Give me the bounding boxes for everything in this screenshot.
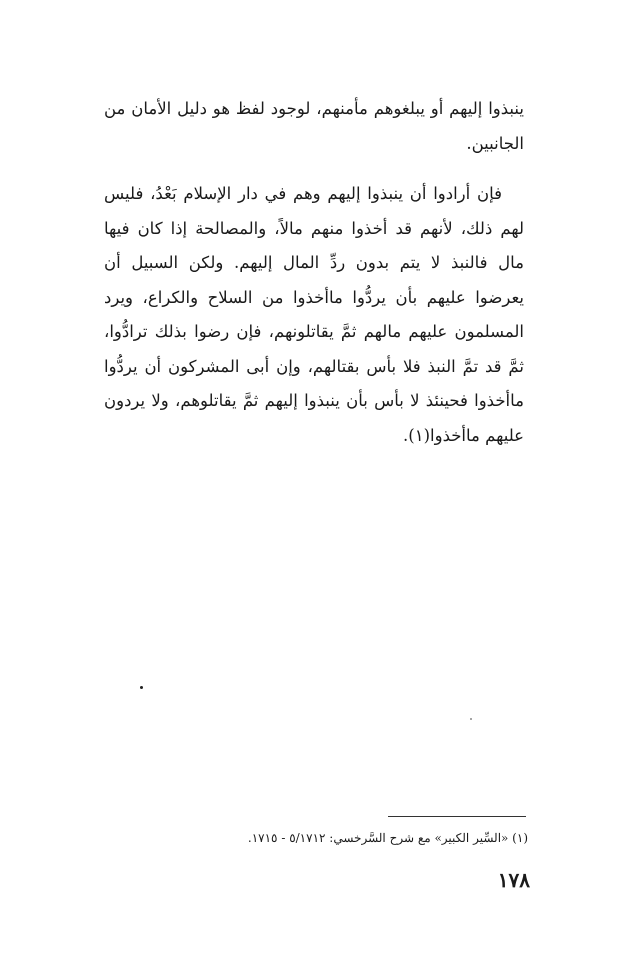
footnote-divider: [388, 816, 526, 817]
paragraph-main: فإن أرادوا أن ينبذوا إليهم وهم في دار الإسلام بَعْدُ، فليس لهم ذلك، لأنهم قد أخذوا منهم مالاً، والمصالحة إذا كان فيها مال فالنبذ لا يتم بدون ردِّ المال إليهم. ولكن السبيل أن يعرضوا عليهم بأن يردُّوا ماأخذوا من السلاح والكراع، ويرد المسلمون عليهم مالهم ثمَّ يقاتلونهم، فإن رضوا بذلك ترادُّوا، ثمَّ قد تمَّ النبذ فلا بأس بقتالهم، وإن أبى المشركون أن يردُّوا ماأخذوا فحينئذ لا بأس بأن ينبذوا إليهم ثمَّ يقاتلوهم، ولا يردون عليهم ماأخذوا(١).: [104, 184, 524, 445]
stray-mark: [470, 718, 472, 720]
page-number: ١٧٨: [497, 868, 530, 892]
footnote: (١) «السِّير الكبير» مع شرح السَّرخسي: ٥/١٧١٢ - ١٧١٥.: [247, 831, 528, 845]
paragraph-continuation: ينبذوا إليهم أو يبلغوهم مأمنهم، لوجود لفظ هو دليل الأمان من الجانبين.: [104, 99, 524, 153]
main-text: [104, 92, 524, 469]
stray-mark: [140, 686, 143, 689]
